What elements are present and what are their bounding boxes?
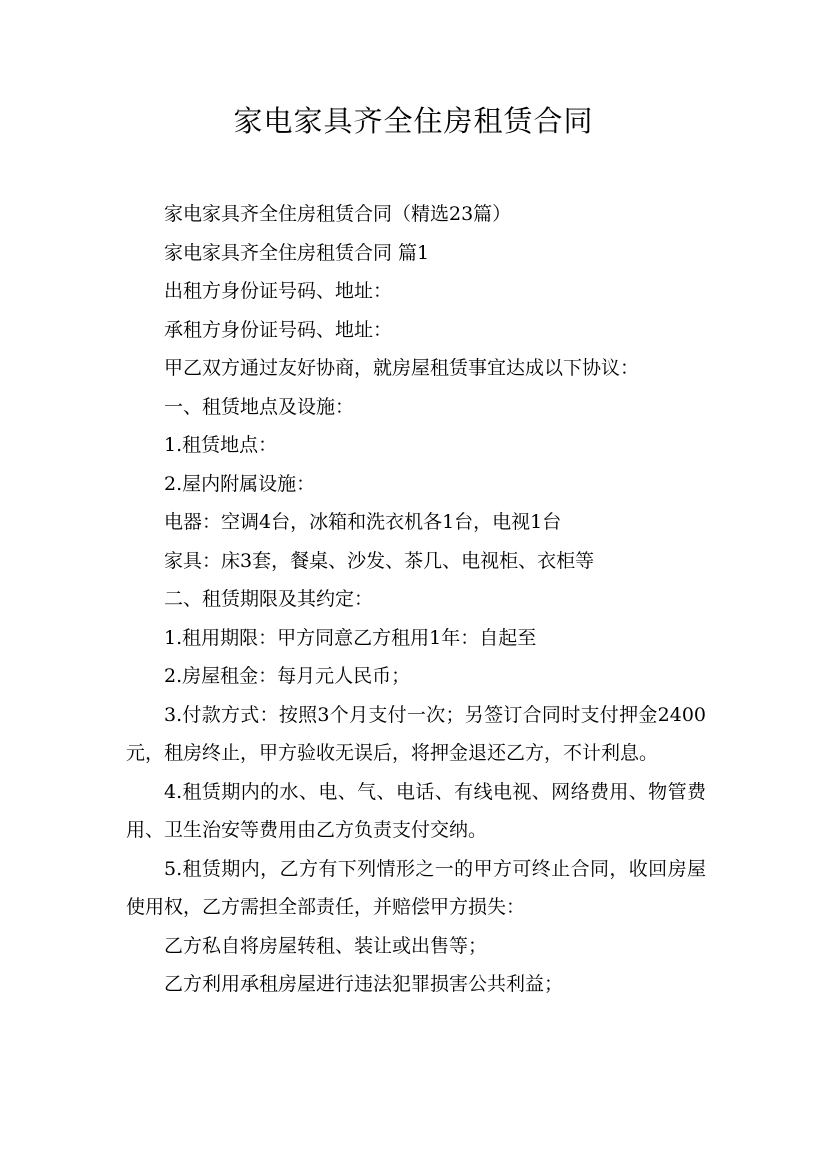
paragraph: 甲乙双方通过友好协商，就房屋租赁事宜达成以下协议： — [164, 357, 640, 379]
paragraph: 2.屋内附属设施： — [164, 472, 316, 495]
paragraph: 承租方身份证号码、地址： — [164, 318, 393, 341]
paragraph: 出租方身份证号码、地址： — [164, 280, 393, 302]
paragraph: 1.租赁地点： — [164, 434, 278, 456]
paragraph: 4.租赁期内的水、电、气、电话、有线电视、网络费用、物管费用、卫生治安等费用由乙方负责支付交纳。 — [126, 780, 706, 841]
document-body — [126, 195, 706, 1004]
paragraph: 乙方利用承租房屋进行违法犯罪损害公共利益； — [164, 973, 564, 995]
paragraph: 家具：床3套，餐桌、沙发、茶几、电视柜、衣柜等 — [164, 549, 595, 572]
paragraph: 3.付款方式：按照3个月支付一次；另签订合同时支付押金2400元，租房终止，甲方验收无误后，将押金退还乙方，不计利息。 — [126, 703, 706, 764]
paragraph: 家电家具齐全住房租赁合同 篇1 — [164, 241, 430, 264]
paragraph: 家电家具齐全住房租赁合同（精选23篇） — [164, 203, 512, 225]
paragraph: 电器：空调4台，冰箱和洗衣机各1台，电视1台 — [164, 511, 562, 533]
paragraph: 二、租赁期限及其约定： — [164, 588, 374, 610]
paragraph: 2.房屋租金：每月元人民币； — [164, 665, 411, 687]
paragraph: 一、租赁地点及设施： — [164, 395, 355, 418]
paragraph: 乙方私自将房屋转租、装让或出售等； — [164, 934, 488, 957]
document-title: 家电家具齐全住房租赁合同 — [233, 104, 594, 138]
paragraph: 5.租赁期内，乙方有下列情形之一的甲方可终止合同，收回房屋使用权，乙方需担全部责任，并赔偿甲方损失： — [126, 857, 706, 918]
paragraph: 1.租用期限：甲方同意乙方租用1年：自起至 — [164, 626, 537, 649]
